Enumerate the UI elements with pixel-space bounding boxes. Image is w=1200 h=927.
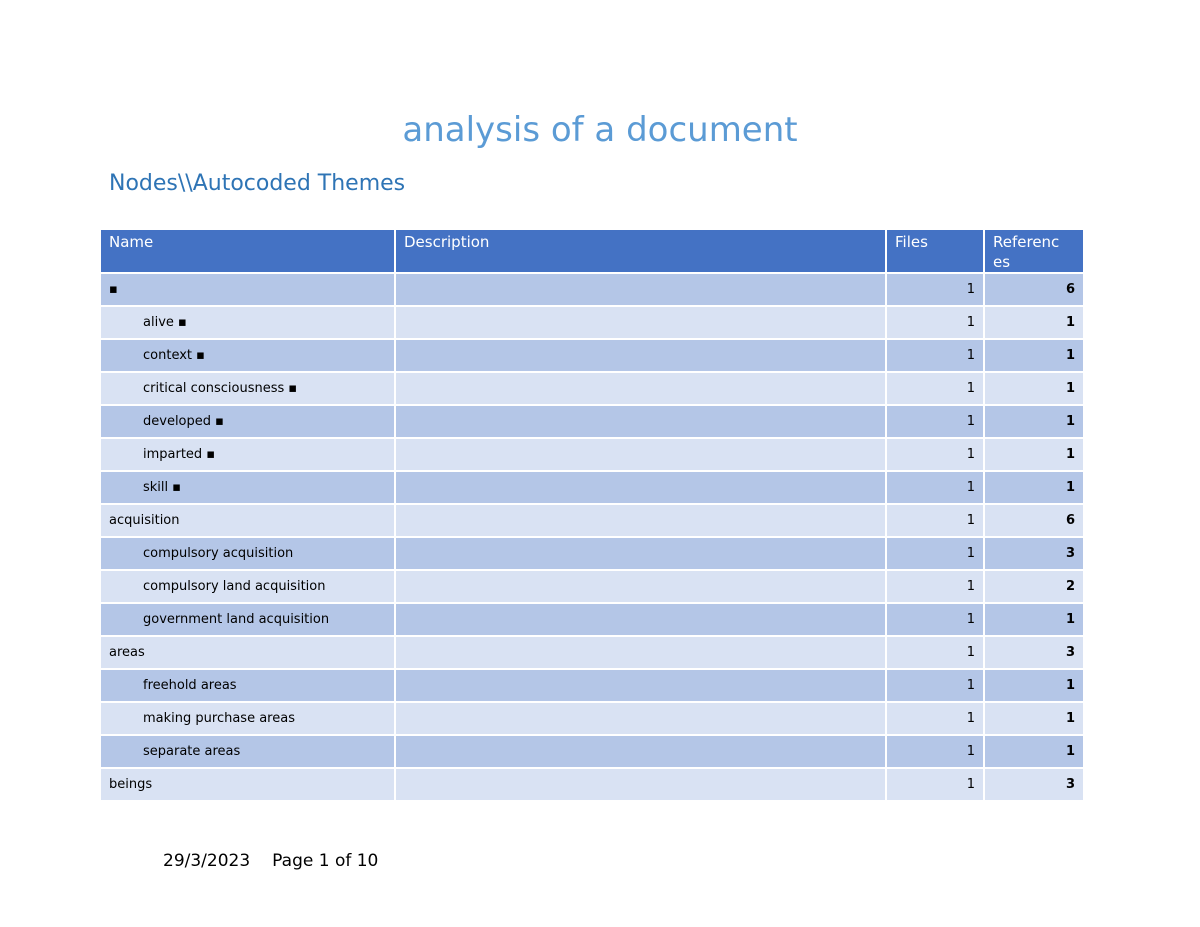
node-name: context ▪	[143, 347, 205, 363]
cell-references: 1	[984, 438, 1084, 471]
node-name: developed ▪	[143, 413, 224, 429]
cell-files: 1	[886, 537, 984, 570]
node-name: separate areas	[143, 743, 241, 759]
table-row	[100, 471, 1084, 504]
table-row	[100, 306, 1084, 339]
cell-name	[100, 603, 395, 636]
table-row	[100, 537, 1084, 570]
cell-name	[100, 537, 395, 570]
cell-name	[100, 735, 395, 768]
cell-references: 1	[984, 669, 1084, 702]
table-header-row	[100, 229, 1084, 273]
cell-references: 3	[984, 768, 1084, 801]
cell-references: 1	[984, 702, 1084, 735]
table-row	[100, 372, 1084, 405]
cell-name	[100, 306, 395, 339]
cell-files: 1	[886, 735, 984, 768]
cell-files: 1	[886, 438, 984, 471]
footer-date: 29/3/2023	[163, 851, 251, 871]
cell-files: 1	[886, 372, 984, 405]
cell-description	[395, 405, 886, 438]
cell-name	[100, 702, 395, 735]
cell-references: 1	[984, 603, 1084, 636]
cell-name	[100, 669, 395, 702]
cell-references: 6	[984, 273, 1084, 306]
node-name: compulsory land acquisition	[143, 578, 326, 594]
cell-references: 2	[984, 570, 1084, 603]
cell-description	[395, 636, 886, 669]
node-name: ▪	[109, 281, 118, 297]
cell-description	[395, 570, 886, 603]
cell-description	[395, 735, 886, 768]
cell-description	[395, 306, 886, 339]
cell-name	[100, 570, 395, 603]
table-row	[100, 768, 1084, 801]
cell-references: 1	[984, 735, 1084, 768]
header-name: Name	[100, 229, 395, 273]
table-row	[100, 273, 1084, 306]
table-row	[100, 603, 1084, 636]
cell-references: 1	[984, 372, 1084, 405]
cell-name	[100, 372, 395, 405]
document-title: analysis of a document	[402, 110, 798, 150]
table-row	[100, 735, 1084, 768]
section-heading: Nodes\\Autocoded Themes	[109, 171, 406, 196]
cell-name	[100, 438, 395, 471]
cell-references: 3	[984, 537, 1084, 570]
cell-references: 3	[984, 636, 1084, 669]
footer-page-number: Page 1 of 10	[272, 851, 379, 871]
node-name: making purchase areas	[143, 710, 295, 726]
table-row	[100, 339, 1084, 372]
cell-name	[100, 636, 395, 669]
node-name: government land acquisition	[143, 611, 330, 627]
nodes-table	[99, 228, 1085, 802]
node-name: compulsory acquisition	[143, 545, 294, 561]
cell-references: 6	[984, 504, 1084, 537]
cell-description	[395, 273, 886, 306]
cell-description	[395, 372, 886, 405]
cell-references: 1	[984, 339, 1084, 372]
cell-files: 1	[886, 504, 984, 537]
cell-files: 1	[886, 339, 984, 372]
cell-description	[395, 669, 886, 702]
header-files: Files	[886, 229, 984, 273]
cell-files: 1	[886, 669, 984, 702]
cell-description	[395, 768, 886, 801]
node-name: alive ▪	[143, 314, 187, 330]
cell-files: 1	[886, 702, 984, 735]
cell-description	[395, 702, 886, 735]
cell-files: 1	[886, 768, 984, 801]
cell-description	[395, 438, 886, 471]
table-body	[100, 273, 1084, 801]
cell-name	[100, 471, 395, 504]
table-row	[100, 405, 1084, 438]
cell-description	[395, 504, 886, 537]
table-row	[100, 504, 1084, 537]
node-name: freehold areas	[143, 677, 237, 693]
cell-name	[100, 768, 395, 801]
cell-files: 1	[886, 603, 984, 636]
page-footer	[163, 851, 378, 871]
cell-name	[100, 504, 395, 537]
node-name: beings	[109, 776, 153, 792]
cell-references: 1	[984, 306, 1084, 339]
table-row	[100, 636, 1084, 669]
node-name: acquisition	[109, 512, 180, 528]
node-name: areas	[109, 644, 145, 660]
node-name: imparted ▪	[143, 446, 216, 462]
header-references: Referenc es	[984, 229, 1084, 273]
cell-references: 1	[984, 471, 1084, 504]
cell-files: 1	[886, 636, 984, 669]
cell-description	[395, 339, 886, 372]
cell-files: 1	[886, 306, 984, 339]
cell-files: 1	[886, 471, 984, 504]
node-name: critical consciousness ▪	[143, 380, 298, 396]
table-row	[100, 438, 1084, 471]
cell-references: 1	[984, 405, 1084, 438]
cell-name	[100, 339, 395, 372]
table-row	[100, 702, 1084, 735]
cell-name	[100, 405, 395, 438]
cell-files: 1	[886, 405, 984, 438]
table-row	[100, 570, 1084, 603]
cell-description	[395, 471, 886, 504]
cell-description	[395, 603, 886, 636]
header-description: Description	[395, 229, 886, 273]
cell-files: 1	[886, 273, 984, 306]
cell-description	[395, 537, 886, 570]
cell-files: 1	[886, 570, 984, 603]
node-name: skill ▪	[143, 479, 182, 495]
table-row	[100, 669, 1084, 702]
cell-name	[100, 273, 395, 306]
